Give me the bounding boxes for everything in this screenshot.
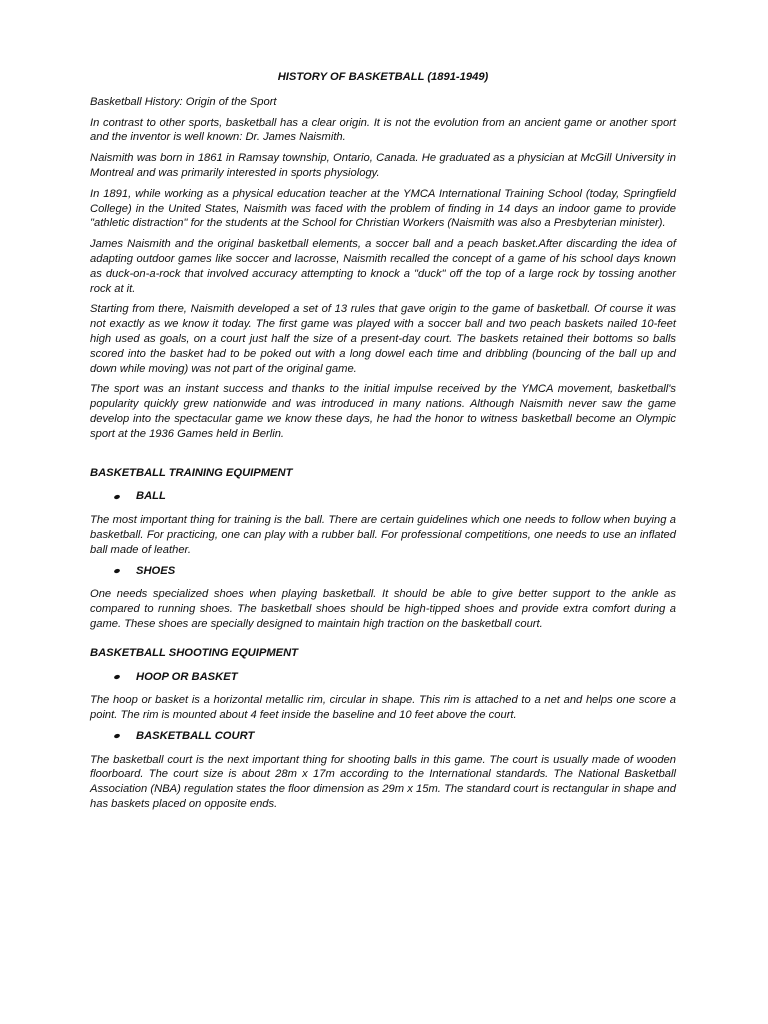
- document-title: HISTORY OF BASKETBALL (1891-1949): [277, 71, 489, 83]
- bullet-icon: [113, 733, 120, 739]
- history-paragraph: Starting from there, Naismith developed a set of 13 rules that gave origin to the game of basketball. Of course it was not exactly as we know it today. The first game was played with a soccer ball and two peach baskets nailed 10-feet high used as goals, on a court just half the size of a present-day court. The baskets retained their bottoms so balls scored into the basket had to be poked out with a long dowel each time and dribbling (bouncing of the ball up and down while moving) was not part of the original game.: [90, 303, 676, 375]
- bullet-item-ball: [90, 489, 676, 504]
- bullet-item-shoes: [90, 564, 676, 579]
- training-equipment-heading: BASKETBALL TRAINING EQUIPMENT: [90, 466, 293, 479]
- bullet-label: BASKETBALL COURT: [136, 729, 255, 742]
- court-paragraph: The basketball court is the next important thing for shooting balls in this game. The court is usually made of wooden floorboard. The court size is about 28m x 17m according to the International standards. The National Basketball Association (NBA) regulation states the floor dimension as 29m x 15m. The standard court is rectangular in shape and has baskets placed on opposite ends.: [90, 753, 676, 811]
- ball-paragraph: The most important thing for training is the ball. There are certain guidelines which one needs to follow when buying a basketball. For practicing, one can play with a rubber ball. For professional competitions, one needs to use an inflated ball made of leather.: [90, 514, 676, 556]
- bullet-label: SHOES: [136, 564, 176, 577]
- bullet-label: BALL: [136, 490, 166, 503]
- bullet-label: HOOP OR BASKET: [136, 670, 238, 683]
- document-subtitle: Basketball History: Origin of the Sport: [90, 95, 277, 108]
- bullet-icon: [113, 568, 120, 574]
- document-page: [90, 70, 676, 818]
- history-paragraph: Naismith was born in 1861 in Ramsay township, Ontario, Canada. He graduated as a physician at McGill University in Montreal and was primarily interested in sports physiology.: [90, 152, 676, 179]
- history-paragraph: The sport was an instant success and thanks to the initial impulse received by the YMCA movement, basketball's popularity quickly grew nationwide and was introduced in many nations. Although Naismith never saw the game develop into the spectacular game we know these days, he had the honor to witness basketball become an Olympic sport at the 1936 Games held in Berlin.: [90, 383, 676, 440]
- history-paragraph: James Naismith and the original basketball elements, a soccer ball and a peach basket.After discarding the idea of adapting outdoor games like soccer and lacrosse, Naismith recalled the concept of a game of his school days known as duck-on-a-rock that involved accuracy attempting to knock a "duck" off the top of a large rock by tossing another rock at it.: [90, 238, 676, 295]
- hoop-paragraph: The hoop or basket is a horizontal metallic rim, circular in shape. This rim is attached to a net and helps one score a point. The rim is mounted about 4 feet inside the baseline and 10 feet above the court.: [90, 694, 676, 722]
- bullet-item-hoop: [90, 670, 676, 685]
- history-paragraph: In contrast to other sports, basketball has a clear origin. It is not the evolution from an ancient game or another sport and the inventor is well known: Dr. James Naismith.: [90, 116, 676, 144]
- bullet-icon: [113, 674, 120, 680]
- shoes-paragraph: One needs specialized shoes when playing basketball. It should be able to give better support to the ankle as compared to running shoes. The basketball shoes should be high-tipped shoes and provide extra comfort during a game. These shoes are specially designed to maintain high traction on the basketball court.: [90, 588, 676, 630]
- shooting-equipment-heading: BASKETBALL SHOOTING EQUIPMENT: [90, 646, 299, 659]
- bullet-icon: [113, 494, 120, 500]
- bullet-item-court: [90, 729, 676, 744]
- history-paragraph: In 1891, while working as a physical education teacher at the YMCA International Training School (today, Springfield College) in the United States, Naismith was faced with the problem of finding in 14 days an indoor game to provide "athletic distraction" for the students at the School for Christian Workers (Naismith was also a Presbyterian minister).: [90, 187, 676, 230]
